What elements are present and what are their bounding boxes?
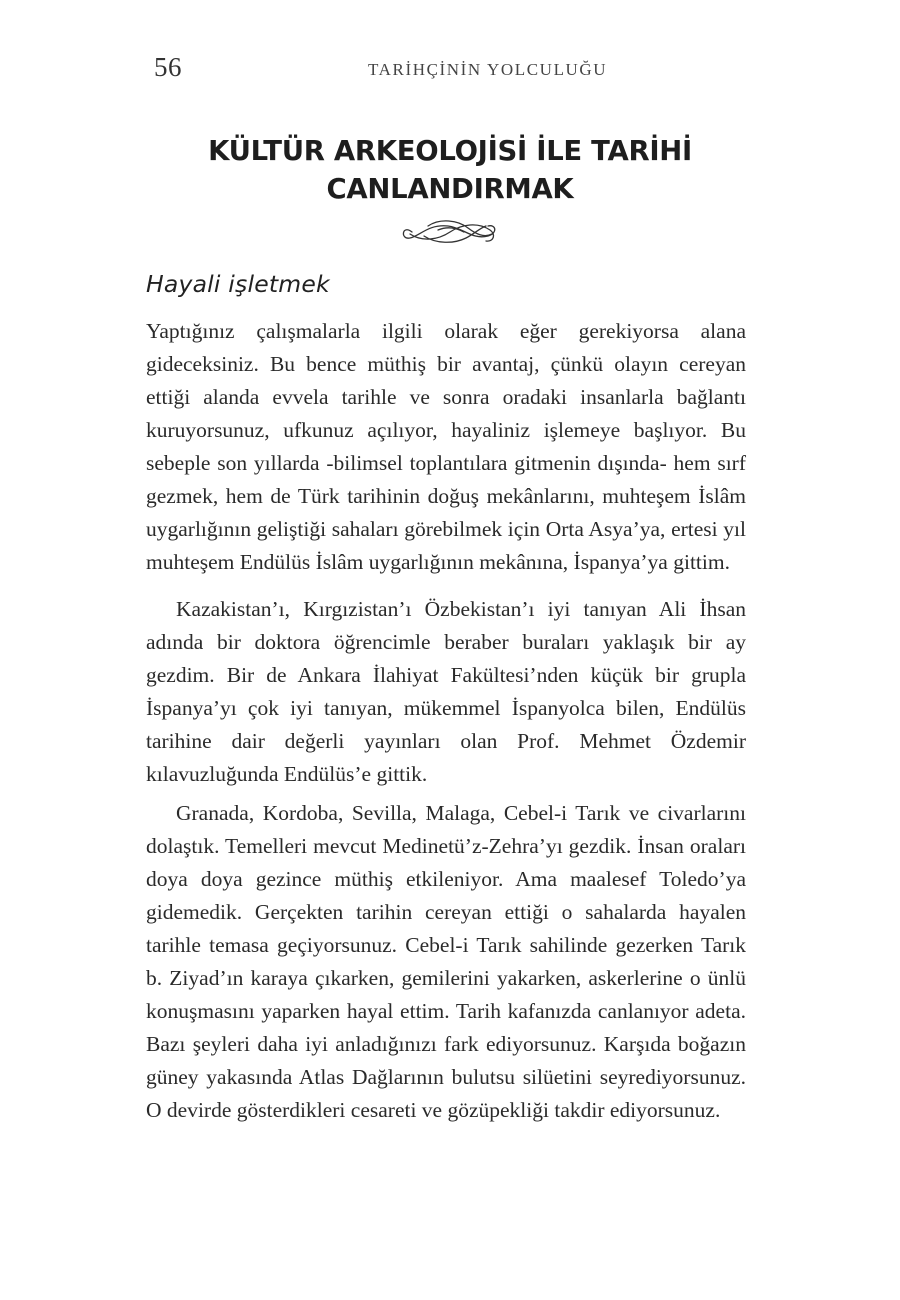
chapter-title-line-1: KÜLTÜR ARKEOLOJİSİ İLE TARİHİ xyxy=(208,135,692,167)
body-text xyxy=(146,315,746,1127)
chapter-title-line-2: CANLANDIRMAK xyxy=(326,173,574,205)
paragraph-3: Granada, Kordoba, Sevilla, Malaga, Cebel-i Tarık ve civarlarını dolaştık. Temelleri mevcut Medinetü’z-Zehra’yı gezdik. İnsan oraları doya doya gezince müthiş etkileniyor. Ama maalesef Toledo’ya gidemedik. Gerçekten tarihin cereyan ettiği o sahalarda hayalen tarihle temasa geçiyorsunuz. Cebel-i Tarık sahilinde gezerken Tarık b. Ziyad’ın karaya çıkarken, gemilerini yakarken, askerlerine o ünlü konuşmasını yaparken hayal ettim. Tarih kafanızda canlanıyor adeta. Bazı şeyleri daha iyi anladığınızı fark ediyorsunuz. Karşıda boğazın güney yakasında Atlas Dağlarının bulutsu silüetini seyrediyorsunuz. O devirde gösterdikleri cesareti ve gözüpekliği takdir ediyorsunuz. xyxy=(146,801,746,1122)
page-number: 56 xyxy=(154,52,182,82)
chapter-title xyxy=(145,132,755,208)
section-heading: Hayali işletmek xyxy=(146,270,330,298)
flourish-ornament-icon xyxy=(398,214,502,250)
paragraph-2: Kazakistan’ı, Kırgızistan’ı Özbekistan’ı iyi tanıyan Ali İhsan adında bir doktora öğrencimle beraber buraları yaklaşık bir ay gezdim. Bir de Ankara İlahiyat Fakültesi’nden küçük bir grupla İspanya’yı çok iyi tanıyan, mükemmel İspanyolca bilen, Endülüs tarihine dair değerli yayınları olan Prof. Mehmet Özdemir kılavuzluğunda Endülüs’e gittik. xyxy=(146,597,746,786)
paragraph-1: Yaptığınız çalışmalarla ilgili olarak eğer gerekiyorsa alana gideceksiniz. Bu bence müthiş bir avantaj, çünkü olayın cereyan ettiği alanda evvela tarihle ve sonra oradaki insanlarla bağlantı kuruyorsunuz, ufkunuz açılıyor, hayaliniz işlemeye başlıyor. Bu sebeple son yıllarda -bilimsel toplantılara gitmenin dışında- hem sırf gezmek, hem de Türk tarihinin doğuş mekânlarını, muhteşem İslâm uygarlığının geliştiği sahaları görebilmek için Orta Asya’ya, ertesi yıl muhteşem Endülüs İslâm uygarlığının mekânına, İspanya’ya gittim. xyxy=(146,319,746,574)
running-header: TARİHÇİNİN YOLCULUĞU xyxy=(368,60,608,79)
